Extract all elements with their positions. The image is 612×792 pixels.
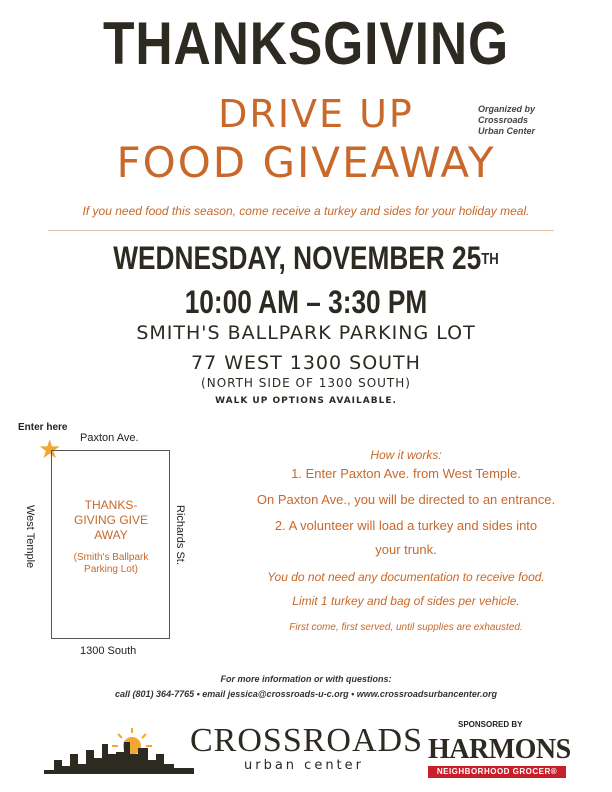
subtitle-drive-up: DRIVE UP xyxy=(218,92,414,136)
event-address: 77 WEST 1300 SOUTH xyxy=(191,352,421,374)
crossroads-logo-name: CROSSROADS xyxy=(190,722,423,759)
map-lot-outline xyxy=(51,450,170,639)
organizer-line-3: Urban Center xyxy=(478,126,536,136)
map-street-north: Paxton Ave. xyxy=(80,432,139,444)
sponsor-logo-name: HARMONS xyxy=(428,734,571,765)
how-step-1: 1. Enter Paxton Ave. from West Temple. xyxy=(291,466,521,481)
map-lot-label: THANKS- GIVING GIVE AWAY xyxy=(73,498,148,542)
crossroads-logo-sub: urban center xyxy=(244,758,364,773)
map-street-south: 1300 South xyxy=(80,645,137,657)
sponsor-logo-tagline: NEIGHBORHOOD GROCER® xyxy=(428,766,566,778)
map-street-east: Richards St. xyxy=(174,505,186,565)
event-date-suffix: TH xyxy=(481,251,499,268)
event-date-main: WEDNESDAY, NOVEMBER 25 xyxy=(113,240,482,276)
event-time: 10:00 AM – 3:30 PM xyxy=(184,284,428,320)
how-note-limit: Limit 1 turkey and bag of sides per vehicle. xyxy=(292,594,520,608)
divider xyxy=(48,230,554,231)
contact-heading: For more information or with questions: xyxy=(220,674,392,684)
event-location: SMITH'S BALLPARK PARKING LOT xyxy=(136,322,476,344)
how-note-documentation: You do not need any documentation to receive food. xyxy=(267,570,545,584)
how-it-works-title: How it works: xyxy=(370,448,442,462)
how-note-first-come: First come, first served, until supplies are exhausted. xyxy=(289,622,523,633)
sponsored-by-label: SPONSORED BY xyxy=(458,720,523,729)
event-address-note: (NORTH SIDE OF 1300 SOUTH) xyxy=(201,376,411,390)
how-step-2: 2. A volunteer will load a turkey and sides into xyxy=(274,518,538,533)
intro-text: If you need food this season, come receive a turkey and sides for your holiday meal. xyxy=(82,204,530,218)
how-step-2b: your trunk. xyxy=(375,542,437,557)
contact-details: call (801) 364-7765 • email jessica@crossroads-u-c.org • www.crossroadsurbancenter.org xyxy=(115,689,497,699)
map-lot-sublabel: (Smith's Ballpark Parking Lot) xyxy=(73,552,149,575)
walk-up-note: WALK UP OPTIONS AVAILABLE. xyxy=(215,396,397,406)
page-title: THANKSGIVING xyxy=(103,10,509,77)
organizer-line-1: Organized by xyxy=(478,104,536,114)
subtitle-food-giveaway: FOOD GIVEAWAY xyxy=(116,138,496,187)
skyline-logo-icon xyxy=(44,724,194,774)
star-icon: ★ xyxy=(38,434,62,464)
map-enter-here: Enter here xyxy=(18,422,68,433)
organizer-line-2: Crossroads xyxy=(478,115,529,125)
map-street-west: West Temple xyxy=(24,505,36,569)
how-step-1b: On Paxton Ave., you will be directed to an entrance. xyxy=(256,492,556,507)
organizer-note xyxy=(478,104,568,137)
event-date xyxy=(55,238,557,278)
